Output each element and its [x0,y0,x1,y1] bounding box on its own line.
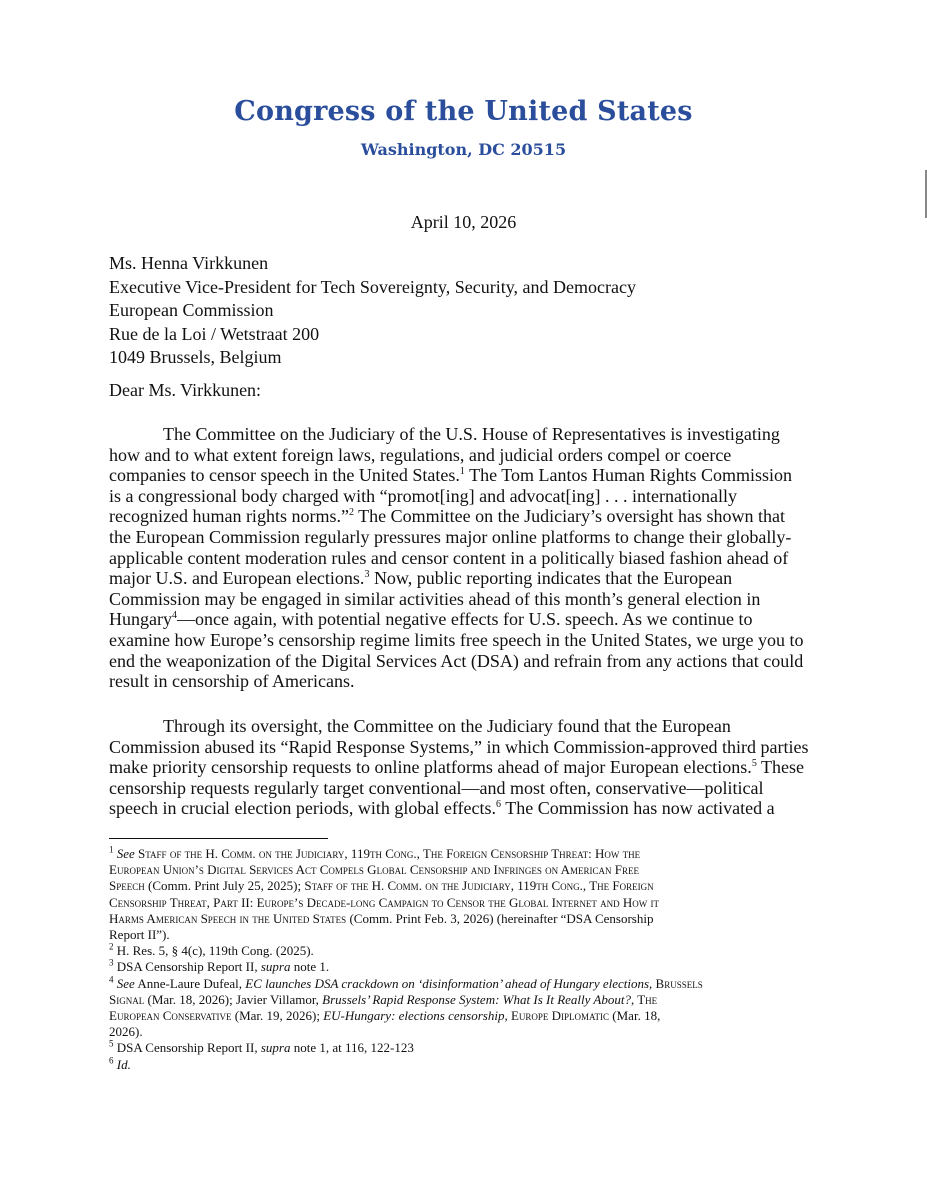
footnote-ref: 6 [496,799,502,811]
text-line: end the weaponization of the Digital Services Act (DSA) and refrain from any actions that could [109,650,804,671]
footnote-2: $^2$ H. Res. 5, § 4(c), 119th Cong. (2025). [109,941,314,959]
text-line: Commission abused its “Rapid Response Systems,” in which Commission-approved third parties [109,736,809,757]
footnote-line: Censorship Threat, Part II: Europe’s Decade-long Campaign to Censor the Global Internet and How it [109,894,660,910]
footnote-4: $^4$ See Anne-Laure Dufeal, EC launches DSA crackdown on ‘disinformation’ ahead of Hungary elections, Brussels [109,974,703,991]
letter-date: April 10, 2026 [410,212,517,232]
footnote-line: Harms American Speech in the United States (Comm. Print Feb. 3, 2026) (hereinafter “DSA Censorship [109,910,654,926]
footnote-line: Report II”). [109,927,170,943]
salutation: Dear Ms. Virkkunen: [109,380,262,400]
address-line: Ms. Henna Virkkunen [109,253,269,273]
address-line: 1049 Brussels, Belgium [109,347,282,367]
footnote-line: European Conservative (Mar. 19, 2026); EU-Hungary: elections censorship, Europe Diplomatic (Mar. 18, [109,1008,661,1024]
body-paragraph-2 [109,716,808,819]
letterhead-title: Congress of the United States [234,96,693,127]
text-line: result in censorship of Americans. [109,671,355,692]
text-line: is a congressional body charged with “promot[ing] and advocat[ing] . . . internationally [109,485,737,506]
footnote-line: Signal (Mar. 18, 2026); Javier Villamor, Brussels’ Rapid Response System: What Is It Really About?, The [109,991,658,1007]
footnote-ref: 4 [171,610,177,622]
footnote-line: Speech (Comm. Print July 25, 2025); Staff of the H. Comm. on the Judiciary, 119th Cong., The Foreign [109,878,654,894]
footnote-5: $^5$ DSA Censorship Report II, supra note 1, at 116, 122-123 [109,1039,414,1056]
text-line: Through its oversight, the Committee on the Judiciary found that the European [163,716,731,736]
footnote-ref: 5 [751,758,757,770]
text-line: The Committee on the Judiciary of the U.S. House of Representatives is investigating [163,424,780,444]
footnote-ref: 3 [364,569,370,581]
footnote-line: European Union’s Digital Services Act Compels Global Censorship and Infringes on American Free [109,862,639,878]
text-line: companies to censor speech in the United States.$^1$ The Tom Lantos Human Rights Commission [109,465,792,486]
address-line: Executive Vice-President for Tech Sovereignty, Security, and Democracy [109,276,636,297]
footnote-ref: 1 [459,466,465,478]
text-line: Commission may be engaged in similar activities ahead of this month’s general election in [109,588,761,609]
footnote-line: 2026). [109,1024,143,1040]
footnote-6: $^6$ Id. [109,1055,131,1072]
text-line: examine how Europe’s censorship regime limits free speech in the United States, we urge you to [109,629,804,650]
address-line: Rue de la Loi / Wetstraat 200 [109,323,320,344]
text-line: the European Commission regularly pressures major online platforms to change their globally- [109,526,792,547]
address-line: European Commission [109,300,274,320]
footnote-ref: 2 [348,507,354,519]
body-paragraph-1 [109,424,804,692]
text-line: recognized human rights norms.”$^2$ The Committee on the Judiciary’s oversight has shown that [109,506,786,527]
footnotes [109,846,703,1073]
text-line: speech in crucial election periods, with global effects.$^6$ The Commission has now activated a [109,798,775,819]
text-line: how and to what extent foreign laws, regulations, and judicial orders compel or coerce [109,444,732,465]
text-line: censorship requests regularly target conventional—and most often, conservative—political [109,777,764,798]
footnote-1: $^1$ See Staff of the H. Comm. on the Judiciary, 119th Cong., The Foreign Censorship Threat: How the [109,844,641,861]
letterhead-subtitle: Washington, DC 20515 [360,140,567,159]
footnote-separator [109,838,328,839]
text-line: make priority censorship requests to online platforms ahead of major European elections.$^5$ These [109,757,804,778]
text-line: applicable content moderation rules and censor content in a politically biased fashion ahead of [109,547,789,568]
recipient-address [109,252,636,370]
text-line: Hungary$^4$—once again, with potential negative effects for U.S. speech. As we continue to [109,609,753,630]
text-line: major U.S. and European elections.$^3$ Now, public reporting indicates that the European [109,568,733,589]
footnote-3: $^3$ DSA Censorship Report II, supra note 1. [109,958,330,975]
